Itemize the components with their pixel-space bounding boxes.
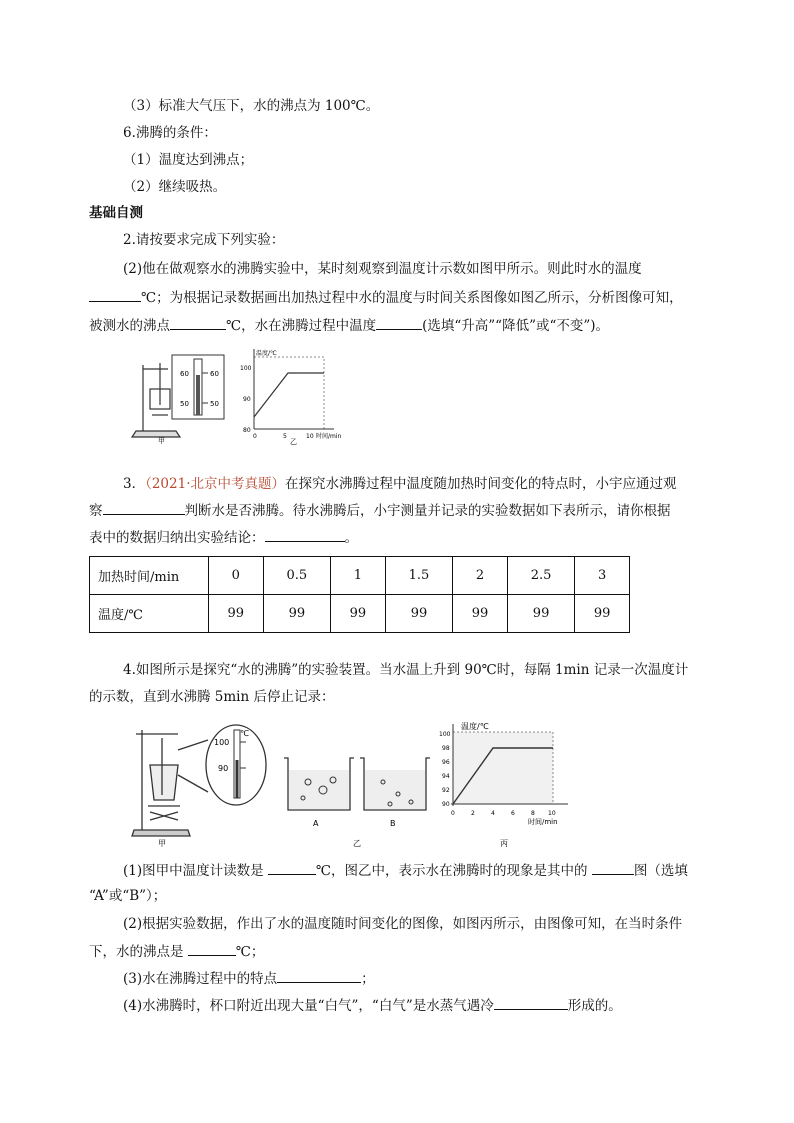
answer-blank[interactable] [376, 315, 422, 330]
answer-blank[interactable] [170, 315, 226, 330]
question-4-2-line-a: (2)根据实验数据，作出了水的温度随时间变化的图像，如图丙所示，由图像可知，在当时条件 [123, 916, 683, 932]
table-cell: 2 [453, 557, 508, 595]
graph2-xlabel: 时间/min [528, 818, 558, 826]
thermometer-zoom-icon [206, 725, 266, 805]
text-line-boiling-point: （3）标准大气压下，水的沸点为 100℃。 [123, 98, 380, 114]
question-4-2-line-b: 下，水的沸点是 ℃； [89, 941, 264, 962]
graph2-ylabel: 温度/℃ [461, 722, 489, 731]
table-cell: 99 [507, 595, 575, 633]
thermo-tick-50: 50 [180, 400, 189, 408]
table-cell: 3 [575, 557, 630, 595]
question-4-1-line-b: “A”或“B”）； [89, 888, 167, 904]
answer-blank[interactable] [494, 995, 568, 1010]
thermo-tick-50-right: 50 [210, 400, 219, 408]
graph1-xlabel: 时间/min [316, 433, 342, 440]
table-row [90, 595, 630, 633]
table-cell: 1 [331, 557, 386, 595]
table-cell: 99 [209, 595, 264, 633]
text-line-condition-2: （2）继续吸热。 [123, 179, 227, 195]
graph2-ytick-90: 90 [442, 801, 450, 808]
stand-apparatus-icon [132, 730, 208, 836]
table-cell: 99 [331, 595, 386, 633]
table-cell: 2.5 [507, 557, 575, 595]
label-jia: 甲 [158, 437, 165, 445]
label-bing: 丙 [500, 839, 508, 848]
question-4-line-a: 4.如图所示是探究“水的沸腾”的实验装置。当水温上升到 90℃时，每隔 1min 记录一次温度计 [123, 662, 689, 678]
question-2-title: 2.请按要求完成下列实验： [123, 232, 285, 248]
graph2-xtick-8: 8 [531, 810, 535, 817]
graph1-ylabel: 温度/℃ [256, 350, 277, 357]
graph1-xtick-5: 5 [283, 433, 287, 440]
table-cell: 0 [209, 557, 264, 595]
table-cell: 0.5 [263, 557, 331, 595]
question-2-line-a: (2)他在做观察水的沸腾实验中，某时刻观察到温度计示数如图甲所示。则此时水的温度 [123, 261, 642, 277]
graph2-ytick-92: 92 [442, 787, 450, 794]
answer-blank[interactable] [103, 500, 185, 515]
graph-bing [439, 721, 568, 848]
graph2-xtick-0: 0 [451, 810, 455, 817]
question-2-line-b: ℃；为根据记录数据画出加热过程中水的温度与时间关系图像如图乙所示，分析图像可知， [89, 287, 683, 308]
graph1-xtick-10: 10 [306, 433, 314, 440]
table-cell: 99 [575, 595, 630, 633]
graph2-xtick-10: 10 [548, 810, 556, 817]
graph2-xtick-2: 2 [471, 810, 475, 817]
text-line-condition-title: 6.沸腾的条件： [123, 125, 217, 141]
graph2-ytick-100: 100 [439, 731, 451, 738]
thermo-unit: ℃ [240, 729, 249, 738]
answer-blank[interactable] [592, 860, 634, 875]
thermo-tick-60-right: 60 [210, 370, 219, 378]
thermo-tick-100: 100 [214, 738, 230, 747]
table-cell: 99 [453, 595, 508, 633]
answer-blank[interactable] [268, 860, 316, 875]
thermometer-zoom-icon [172, 355, 224, 419]
graph2-ytick-98: 98 [442, 745, 450, 752]
table-header-time: 加热时间/min [90, 557, 209, 595]
text-line-condition-1: （1）温度达到沸点； [123, 152, 254, 168]
graph-yi [240, 349, 342, 445]
label-yi: 乙 [353, 839, 361, 848]
section-title: 基础自测 [89, 205, 143, 221]
table-cell: 99 [263, 595, 331, 633]
question-3-line-c: 表中的数据归纳出实验结论： 。 [89, 527, 358, 548]
answer-blank[interactable] [265, 527, 345, 542]
answer-blank[interactable] [277, 968, 361, 983]
graph1-ytick-100: 100 [240, 365, 252, 372]
answer-blank[interactable] [89, 287, 141, 302]
label-b: B [390, 819, 396, 828]
question-4-3-line: (3)水在沸腾过程中的特点 ； [123, 968, 375, 989]
graph2-xtick-6: 6 [511, 810, 515, 817]
answer-blank[interactable] [188, 941, 236, 956]
label-yi: 乙 [290, 438, 297, 445]
graph2-xtick-4: 4 [491, 810, 495, 817]
table-cell: 1.5 [385, 557, 453, 595]
thermo-tick-90: 90 [218, 764, 229, 773]
graph1-xtick-0: 0 [253, 433, 257, 440]
question-3-line-a: 3．（2021·北京中考真题）在探究水沸腾过程中温度随加热时间变化的特点时，小宇应通过观 [123, 476, 677, 492]
thermo-tick-60: 60 [180, 370, 189, 378]
figure-2 [128, 720, 588, 850]
question-4-4-line: (4)水沸腾时，杯口附近出现大量“白气”，“白气”是水蒸气遇冷 形成的。 [123, 995, 622, 1016]
graph1-ytick-90: 90 [243, 396, 251, 403]
table-row [90, 557, 630, 595]
question-3-line-b: 察 判断水是否沸腾。待水沸腾后，小宇测量并记录的实验数据如下表所示，请你根据 [89, 500, 671, 521]
graph2-ytick-96: 96 [442, 759, 450, 766]
question-4-1-line-a: (1)图甲中温度计读数是 ℃，图乙中，表示水在沸腾时的现象是其中的 图（选填 [123, 860, 688, 881]
graph1-ytick-80: 80 [243, 427, 251, 434]
beaker-a-icon [284, 758, 354, 828]
beaker-b-icon [360, 758, 430, 828]
label-jia: 甲 [158, 839, 166, 848]
table-cell: 99 [385, 595, 453, 633]
label-a: A [313, 819, 319, 828]
question-4-line-b: 的示数，直到水沸腾 5min 后停止记录： [89, 689, 335, 705]
figure-1 [128, 345, 358, 445]
source-tag: （2021·北京中考真题） [145, 476, 285, 492]
data-table [89, 556, 630, 633]
question-2-line-c: 被测水的沸点 ℃，水在沸腾过程中温度 (选填“升高”“降低”或“不变”)。 [89, 315, 609, 336]
graph2-ytick-94: 94 [442, 773, 450, 780]
table-header-temp: 温度/℃ [90, 595, 209, 633]
